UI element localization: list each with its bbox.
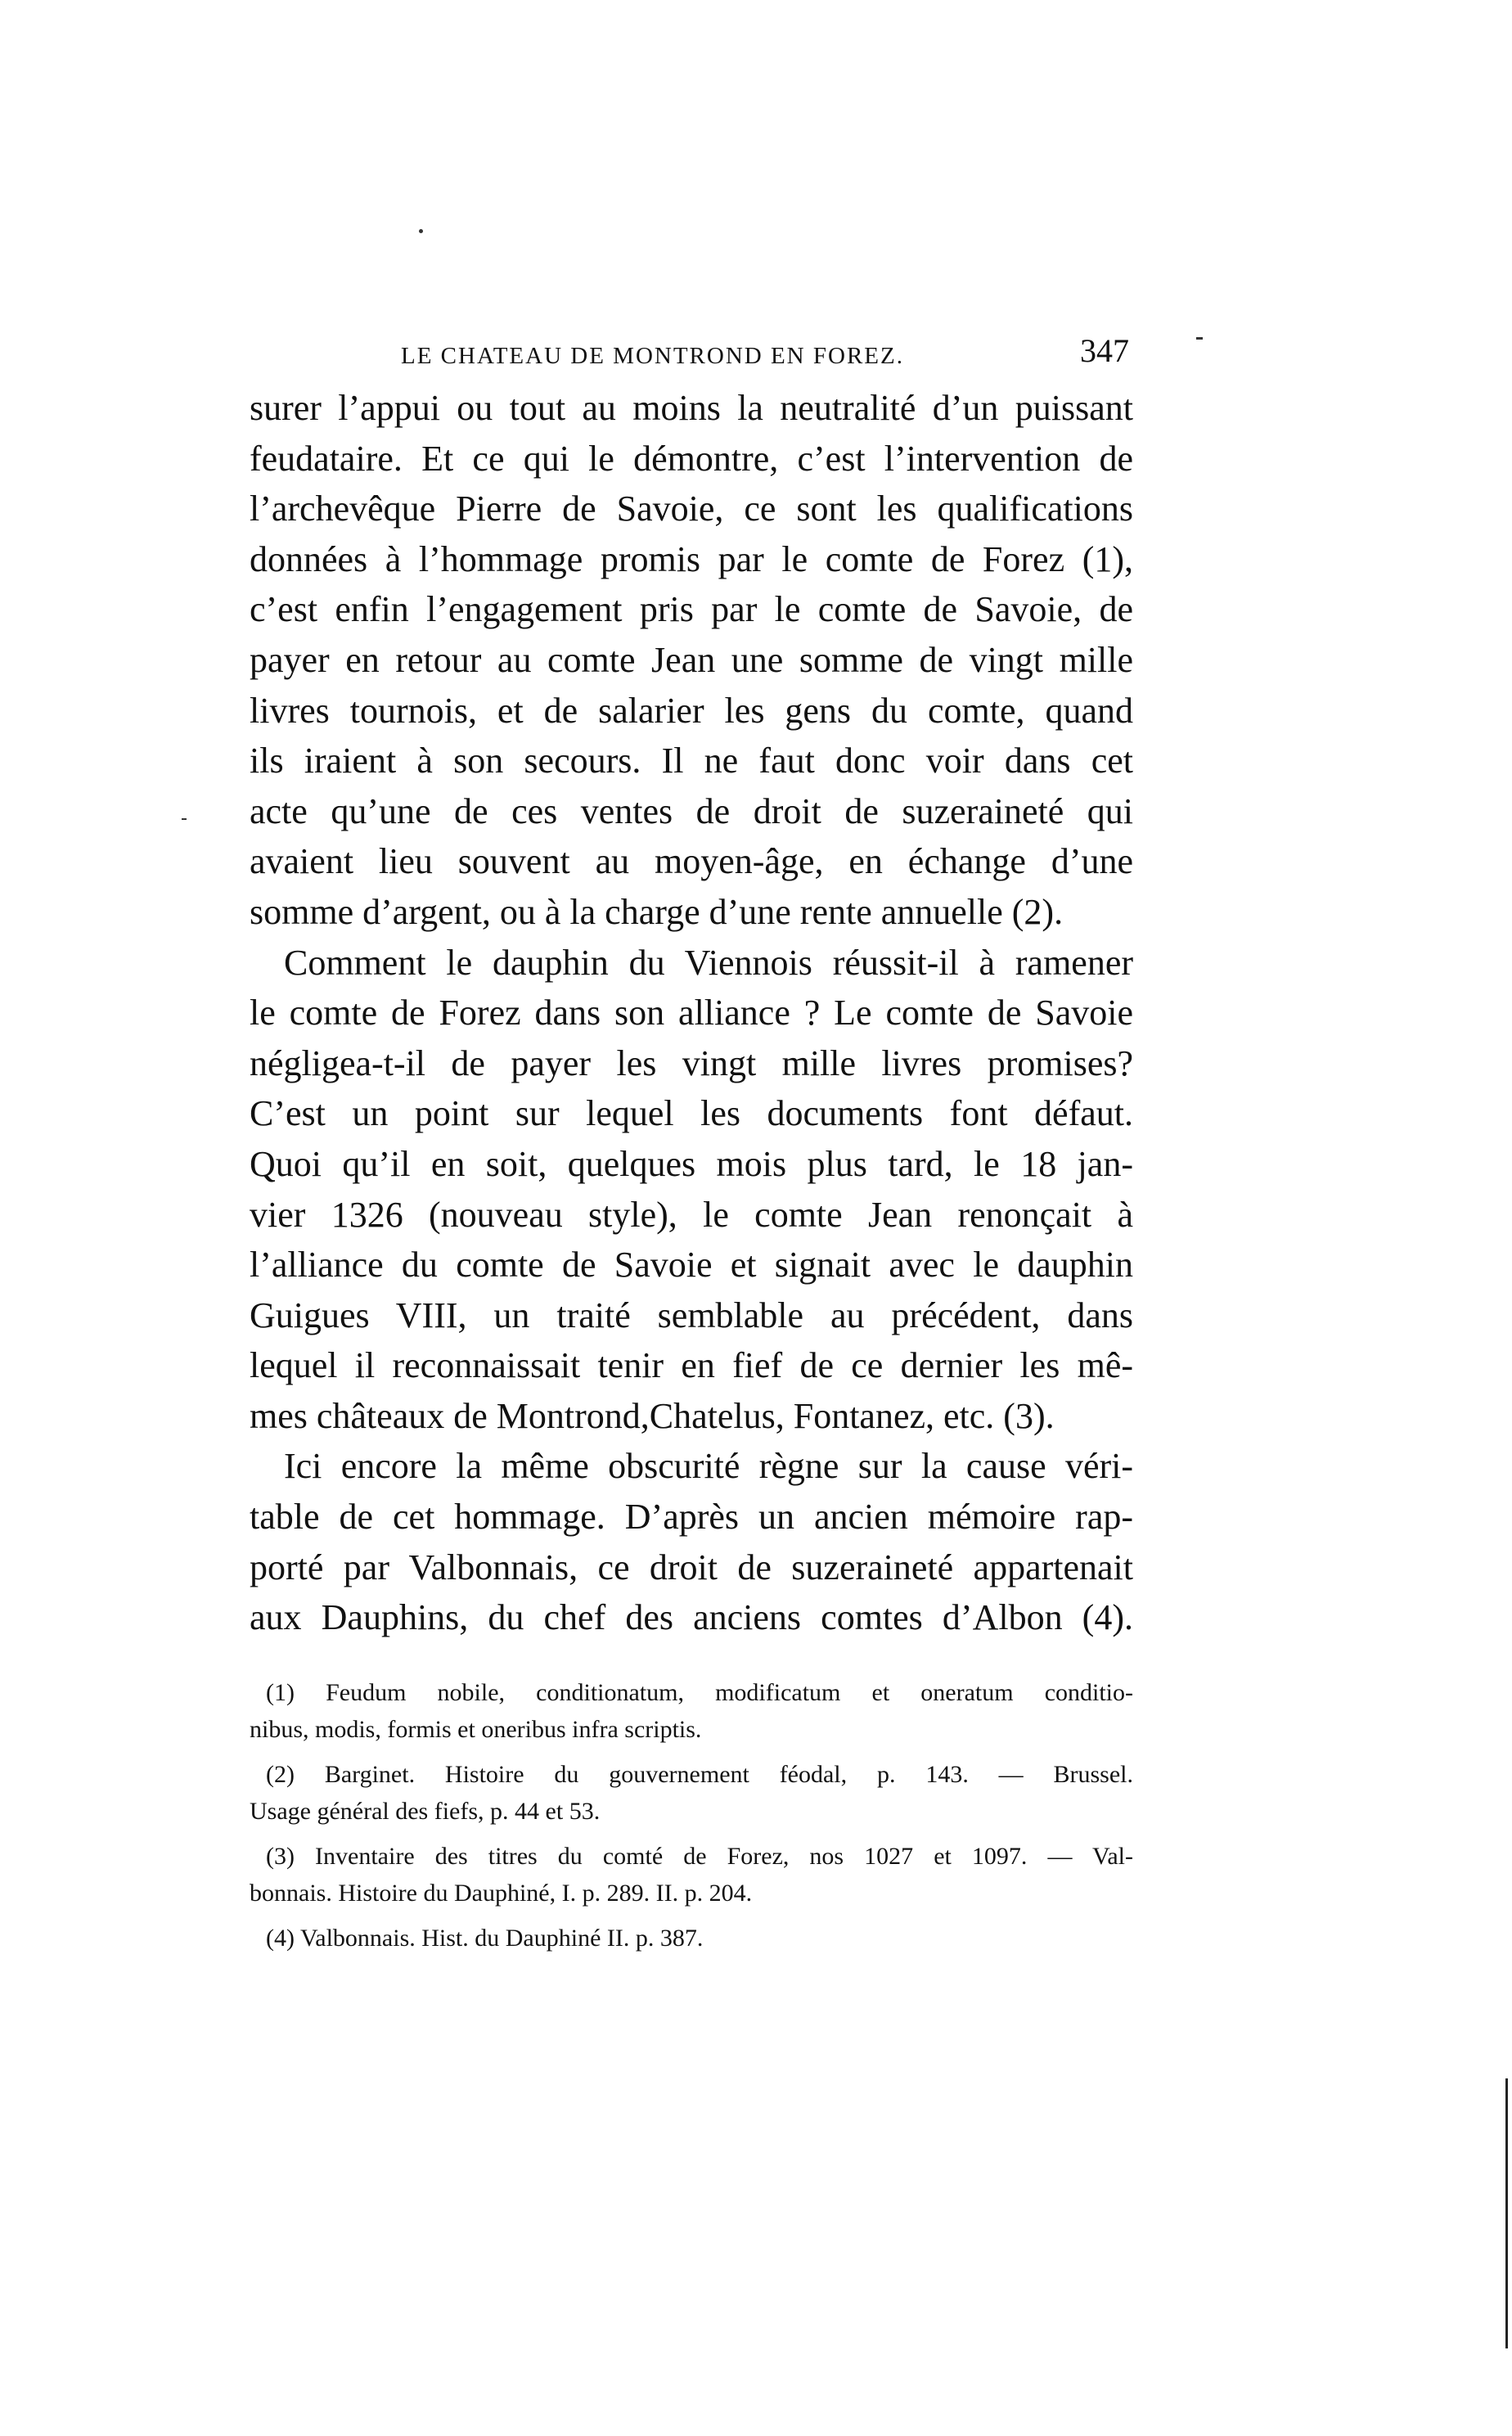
text-line: données à l’hommage promis par le comte de Forez (1), [250, 538, 1133, 579]
text-line: le comte de Forez dans son alliance ? Le comte de Savoie [250, 993, 1133, 1033]
running-title: LE CHATEAU DE MONTROND EN FOREZ. [401, 343, 904, 369]
text-line: somme d’argent, ou à la charge d’une rente annuelle (2). [250, 891, 1064, 932]
text-line: avaient lieu souvent au moyen-âge, en échange d’une [250, 841, 1133, 882]
text-line: lequel il reconnaissait tenir en fief de ce dernier les mê- [250, 1345, 1133, 1386]
text-line: payer en retour au comte Jean une somme de vingt mille [250, 639, 1133, 680]
scan-edge-line [1505, 2078, 1508, 2348]
running-head [254, 331, 1129, 380]
text-line: ils iraient à son secours. Il ne faut donc voir dans cet [250, 741, 1133, 781]
scan-speck [419, 229, 423, 233]
footnote-line: (4) Valbonnais. Hist. du Dauphiné II. p. 387. [266, 1925, 704, 1952]
scan-speck [182, 818, 187, 820]
text-line: feudataire. Et ce qui le démontre, c’est l’intervention de [250, 438, 1133, 479]
text-line: négligea-t-il de payer les vingt mille livres promises? [250, 1042, 1133, 1083]
footnotes [250, 1674, 1133, 1956]
footnote-line: Usage général des fiefs, p. 44 et 53. [250, 1798, 601, 1825]
text-line: aux Dauphins, du chef des anciens comtes d’Albon (4). [250, 1597, 1133, 1638]
scan-speck [1196, 337, 1203, 340]
text-line: Ici encore la même obscurité règne sur la cause véri- [284, 1446, 1133, 1487]
text-line: c’est enfin l’engagement pris par le comte de Savoie, de [250, 589, 1133, 630]
body-text [250, 383, 1133, 1643]
text-line: vier 1326 (nouveau style), le comte Jean renonçait à [250, 1194, 1133, 1235]
text-line: surer l’appui ou tout au moins la neutralité d’un puissant [250, 388, 1133, 428]
text-line: acte qu’une de ces ventes de droit de suzeraineté qui [250, 790, 1133, 831]
footnote-line: nibus, modis, formis et oneribus infra scriptis. [250, 1716, 702, 1743]
text-line: Comment le dauphin du Viennois réussit-il à ramener [284, 942, 1133, 983]
page-number: 347 [1080, 332, 1129, 369]
footnote-line: (2) Barginet. Histoire du gouvernement féodal, p. 143. — Brussel. [266, 1761, 1133, 1788]
text-line: C’est un point sur lequel les documents font défaut. [250, 1093, 1133, 1134]
footnote-line: (3) Inventaire des titres du comté de Forez, nos 1027 et 1097. — Val- [266, 1843, 1133, 1870]
text-line: l’archevêque Pierre de Savoie, ce sont les qualifications [250, 489, 1133, 529]
text-line: livres tournois, et de salarier les gens du comte, quand [250, 690, 1133, 731]
footnote-line: bonnais. Histoire du Dauphiné, I. p. 289. II. p. 204. [250, 1880, 753, 1907]
text-line: l’alliance du comte de Savoie et signait avec le dauphin [250, 1245, 1133, 1286]
text-line: mes châteaux de Montrond,Chatelus, Fontanez, etc. (3). [250, 1395, 1055, 1436]
text-line: table de cet hommage. D’après un ancien mémoire rap- [250, 1497, 1133, 1538]
footnote-line: (1) Feudum nobile, conditionatum, modificatum et oneratum conditio- [266, 1679, 1133, 1706]
text-line: porté par Valbonnais, ce droit de suzeraineté appartenait [250, 1547, 1133, 1587]
text-line: Quoi qu’il en soit, quelques mois plus tard, le 18 jan- [250, 1143, 1133, 1184]
text-line: Guigues VIII, un traité semblable au précédent, dans [250, 1295, 1133, 1335]
